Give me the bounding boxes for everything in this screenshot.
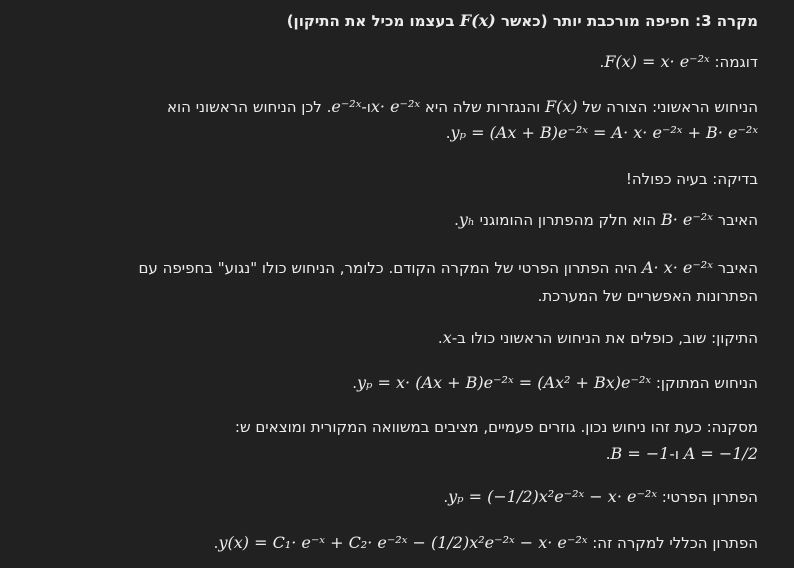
fix-text: התיקון: שוב, כופלים את הניחוש הראשוני כולו ב- [451, 329, 758, 347]
term-a-text-1: האיבר [717, 259, 758, 277]
term-a-text-2: היה הפתרון הפרטי של המקרה הקודם. כלומר, הניחוש כולו "נגוע" בחפיפה עם [138, 259, 638, 277]
initial-guess-math-2: x· e⁻²ˣ [370, 97, 421, 116]
heading-math: F(x) [459, 11, 496, 30]
fix-line [20, 325, 758, 351]
term-a-text-line-2: הפתרונות האפשריים של המערכת. [537, 287, 758, 305]
check-line [20, 166, 758, 192]
term-b-text-2: הוא חלק מהפתרון ההומוגני [479, 211, 657, 229]
section-heading [20, 8, 758, 34]
heading-text-after: בעצמו מכיל את התיקון) [286, 12, 455, 30]
general-end: . [213, 534, 219, 552]
term-a-line-1 [20, 255, 758, 281]
check-text: בדיקה: בעיה כפולה! [625, 170, 758, 188]
heading-label: מקרה 3: [695, 12, 758, 30]
general-math: y(x) = C₁· e⁻ˣ + C₂· e⁻²ˣ − (1/2)x²e⁻²ˣ − x· e⁻²ˣ [218, 533, 588, 552]
corrected-guess-math: yₚ = x· (Ax + B)e⁻²ˣ = (Ax² + Bx)e⁻²ˣ [357, 373, 652, 392]
term-a-line-2 [20, 283, 758, 309]
particular-solution-line [20, 484, 758, 510]
initial-guess-line-2 [20, 120, 758, 146]
conclusion-conj: ו- [669, 445, 679, 463]
heading-text-before: חפיפה מורכבת יותר (כאשר [500, 12, 690, 30]
corrected-guess-label: הניחוש המתוקן: [655, 374, 758, 392]
conclusion-end: . [605, 445, 611, 463]
corrected-guess-line [20, 370, 758, 396]
term-b-end: . [454, 211, 459, 229]
particular-end: . [443, 488, 449, 506]
initial-guess-formula: yₚ = (Ax + B)e⁻²ˣ = A· x· e⁻²ˣ + B· e⁻²ˣ [450, 123, 758, 142]
initial-guess-math-3: e⁻²ˣ [331, 97, 362, 116]
initial-guess-text-4: . לכן הניחוש הראשוני הוא [167, 98, 332, 116]
example-label: דוגמה: [714, 53, 758, 71]
initial-guess-math-1: F(x) [545, 97, 578, 116]
term-a-math-1: A· x· e⁻²ˣ [641, 258, 713, 277]
term-b-math-1: B· e⁻²ˣ [660, 210, 713, 229]
example-end: . [599, 53, 605, 71]
term-b-line [20, 207, 758, 233]
fix-end: . [437, 329, 443, 347]
corrected-guess-end: . [352, 374, 357, 392]
conclusion-text: מסקנה: כעת זהו ניחוש נכון. גוזרים פעמיים, מציבים במשוואה המקורית ומוצאים ש: [234, 418, 758, 436]
term-b-math-2: yₕ [458, 210, 475, 229]
conclusion-line-1 [20, 414, 758, 440]
particular-label: הפתרון הפרטי: [661, 488, 758, 506]
initial-guess-text-3: ו- [361, 98, 371, 116]
initial-guess-text-1: הניחוש הראשוני: הצורה של [582, 98, 758, 116]
initial-guess-end: . [445, 124, 451, 142]
general-label: הפתרון הכללי למקרה זה: [592, 534, 758, 552]
conclusion-line-2 [20, 441, 758, 467]
initial-guess-text-2: והנגזרות שלה היא [424, 98, 541, 116]
general-solution-line [20, 530, 758, 556]
fix-math: x [442, 328, 452, 347]
conclusion-math-a: A = −1/2 [683, 444, 758, 463]
example-math: F(x) = x· e⁻²ˣ [604, 52, 710, 71]
initial-guess-line-1 [20, 94, 758, 120]
conclusion-math-b: B = −1 [610, 444, 670, 463]
particular-math: yₚ = (−1/2)x²e⁻²ˣ − x· e⁻²ˣ [448, 487, 657, 506]
term-b-text-1: האיבר [717, 211, 758, 229]
example-line [20, 49, 758, 75]
